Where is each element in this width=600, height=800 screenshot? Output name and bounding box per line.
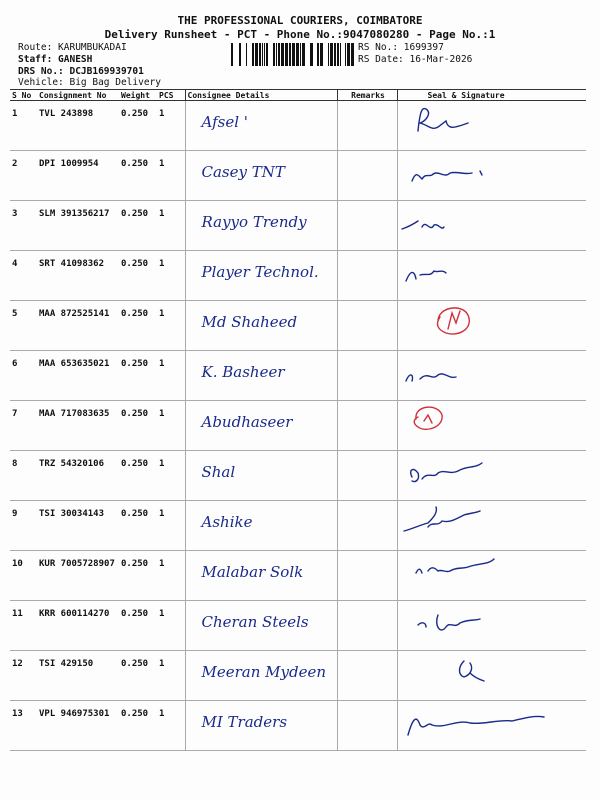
table-row xyxy=(10,501,586,551)
table-row xyxy=(10,201,586,251)
table-row xyxy=(10,601,586,651)
handwritten-signature xyxy=(398,101,548,141)
row-weight: 0.250 xyxy=(119,301,157,351)
row-pcs: 1 xyxy=(157,701,185,751)
handwritten-signature xyxy=(398,451,548,491)
rs-date: RS Date: 16-Mar-2026 xyxy=(358,54,473,65)
row-remarks xyxy=(337,701,397,751)
row-weight: 0.250 xyxy=(119,351,157,401)
runsheet-subtitle: Delivery Runsheet - PCT - Phone No.:9047080280 - Page No.:1 xyxy=(104,28,496,41)
row-consignment-no: TRZ 54320106 xyxy=(37,451,119,501)
row-consignment-no: TSI 30034143 xyxy=(37,501,119,551)
row-pcs: 1 xyxy=(157,351,185,401)
handwritten-signature xyxy=(398,251,548,291)
row-pcs: 1 xyxy=(157,251,185,301)
row-remarks xyxy=(337,351,397,401)
row-consignment-no: SRT 41098362 xyxy=(37,251,119,301)
row-consignee-handwritten: K. Basheer xyxy=(201,363,285,381)
staff-label: Staff: GANESH xyxy=(18,54,93,65)
table-header-row xyxy=(10,90,586,101)
row-weight: 0.250 xyxy=(119,251,157,301)
handwritten-signature xyxy=(398,151,548,191)
row-pcs: 1 xyxy=(157,501,185,551)
table-row xyxy=(10,651,586,701)
handwritten-signature xyxy=(398,301,548,341)
row-remarks xyxy=(337,401,397,451)
row-sno: 3 xyxy=(10,201,37,251)
row-pcs: 1 xyxy=(157,201,185,251)
row-remarks xyxy=(337,151,397,201)
row-weight: 0.250 xyxy=(119,651,157,701)
row-remarks xyxy=(337,501,397,551)
col-header-sno: S No xyxy=(10,90,37,101)
handwritten-signature xyxy=(398,501,548,541)
table-row xyxy=(10,451,586,501)
rs-number: RS No.: 1699397 xyxy=(358,42,444,53)
row-weight: 0.250 xyxy=(119,601,157,651)
row-weight: 0.250 xyxy=(119,451,157,501)
barcode xyxy=(231,43,355,66)
row-remarks xyxy=(337,301,397,351)
row-consignment-no: MAA 653635021 xyxy=(37,351,119,401)
row-weight: 0.250 xyxy=(119,701,157,751)
row-consignment-no: MAA 872525141 xyxy=(37,301,119,351)
row-consignee-handwritten: Md Shaheed xyxy=(201,313,298,331)
table-row xyxy=(10,351,586,401)
col-header-consignee: Consignee Details xyxy=(185,90,337,101)
col-header-weight: Weight xyxy=(119,90,157,101)
row-pcs: 1 xyxy=(157,101,185,151)
row-weight: 0.250 xyxy=(119,501,157,551)
handwritten-signature xyxy=(398,351,548,391)
row-pcs: 1 xyxy=(157,151,185,201)
row-pcs: 1 xyxy=(157,401,185,451)
handwritten-signature xyxy=(398,651,548,691)
row-remarks xyxy=(337,451,397,501)
row-weight: 0.250 xyxy=(119,201,157,251)
row-sno: 12 xyxy=(10,651,37,701)
table-row xyxy=(10,301,586,351)
route-label: Route: KARUMBUKADAI xyxy=(18,42,127,53)
row-weight: 0.250 xyxy=(119,401,157,451)
handwritten-signature xyxy=(398,201,548,241)
row-sno: 2 xyxy=(10,151,37,201)
row-sno: 9 xyxy=(10,501,37,551)
company-title: THE PROFESSIONAL COURIERS, COIMBATORE xyxy=(177,14,423,27)
vehicle-label: Vehicle: Big Bag Delivery xyxy=(18,77,161,88)
row-remarks xyxy=(337,651,397,701)
row-sno: 7 xyxy=(10,401,37,451)
handwritten-signature xyxy=(398,551,548,591)
row-consignee-handwritten: Meeran Mydeen xyxy=(201,663,327,681)
row-sno: 11 xyxy=(10,601,37,651)
handwritten-signature xyxy=(398,601,548,641)
table-row xyxy=(10,101,586,151)
row-consignment-no: VPL 946975301 xyxy=(37,701,119,751)
row-remarks xyxy=(337,101,397,151)
table-row xyxy=(10,701,586,751)
row-consignment-no: MAA 717083635 xyxy=(37,401,119,451)
row-consignee-handwritten: Ashike xyxy=(201,513,253,531)
col-header-signature: Seal & Signature xyxy=(397,90,586,101)
table-row xyxy=(10,251,586,301)
runsheet-table xyxy=(10,89,586,751)
handwritten-signature xyxy=(398,401,548,441)
row-remarks xyxy=(337,251,397,301)
row-consignment-no: DPI 1009954 xyxy=(37,151,119,201)
row-weight: 0.250 xyxy=(119,551,157,601)
row-pcs: 1 xyxy=(157,551,185,601)
row-consignment-no: TVL 243898 xyxy=(37,101,119,151)
row-consignment-no: KUR 7005728907 xyxy=(37,551,119,601)
row-consignee-handwritten: Casey TNT xyxy=(201,163,285,181)
row-consignee-handwritten: Afsel ' xyxy=(201,113,248,131)
row-consignee-handwritten: Rayyo Trendy xyxy=(201,213,307,231)
row-pcs: 1 xyxy=(157,601,185,651)
row-consignment-no: TSI 429150 xyxy=(37,651,119,701)
row-consignment-no: KRR 600114270 xyxy=(37,601,119,651)
row-pcs: 1 xyxy=(157,301,185,351)
table-row xyxy=(10,551,586,601)
row-sno: 13 xyxy=(10,701,37,751)
row-sno: 4 xyxy=(10,251,37,301)
row-weight: 0.250 xyxy=(119,101,157,151)
table-row xyxy=(10,151,586,201)
row-remarks xyxy=(337,601,397,651)
row-consignee-handwritten: Abudhaseer xyxy=(201,413,293,431)
row-consignment-no: SLM 391356217 xyxy=(37,201,119,251)
col-header-consignment: Consignment No xyxy=(37,90,119,101)
col-header-remarks: Remarks xyxy=(337,90,397,101)
row-consignee-handwritten: Player Technol. xyxy=(201,263,319,281)
drs-label: DRS No.: DCJB169939701 xyxy=(18,66,144,77)
row-pcs: 1 xyxy=(157,451,185,501)
row-consignee-handwritten: Malabar Solk xyxy=(201,563,304,581)
row-sno: 10 xyxy=(10,551,37,601)
row-consignee-handwritten: MI Traders xyxy=(201,713,288,731)
table-row xyxy=(10,401,586,451)
row-pcs: 1 xyxy=(157,651,185,701)
row-sno: 8 xyxy=(10,451,37,501)
row-weight: 0.250 xyxy=(119,151,157,201)
row-sno: 1 xyxy=(10,101,37,151)
row-consignee-handwritten: Shal xyxy=(201,463,236,481)
row-remarks xyxy=(337,201,397,251)
row-sno: 5 xyxy=(10,301,37,351)
handwritten-signature xyxy=(398,701,548,741)
row-remarks xyxy=(337,551,397,601)
col-header-pcs: PCS xyxy=(157,90,185,101)
row-sno: 6 xyxy=(10,351,37,401)
row-consignee-handwritten: Cheran Steels xyxy=(201,613,309,631)
